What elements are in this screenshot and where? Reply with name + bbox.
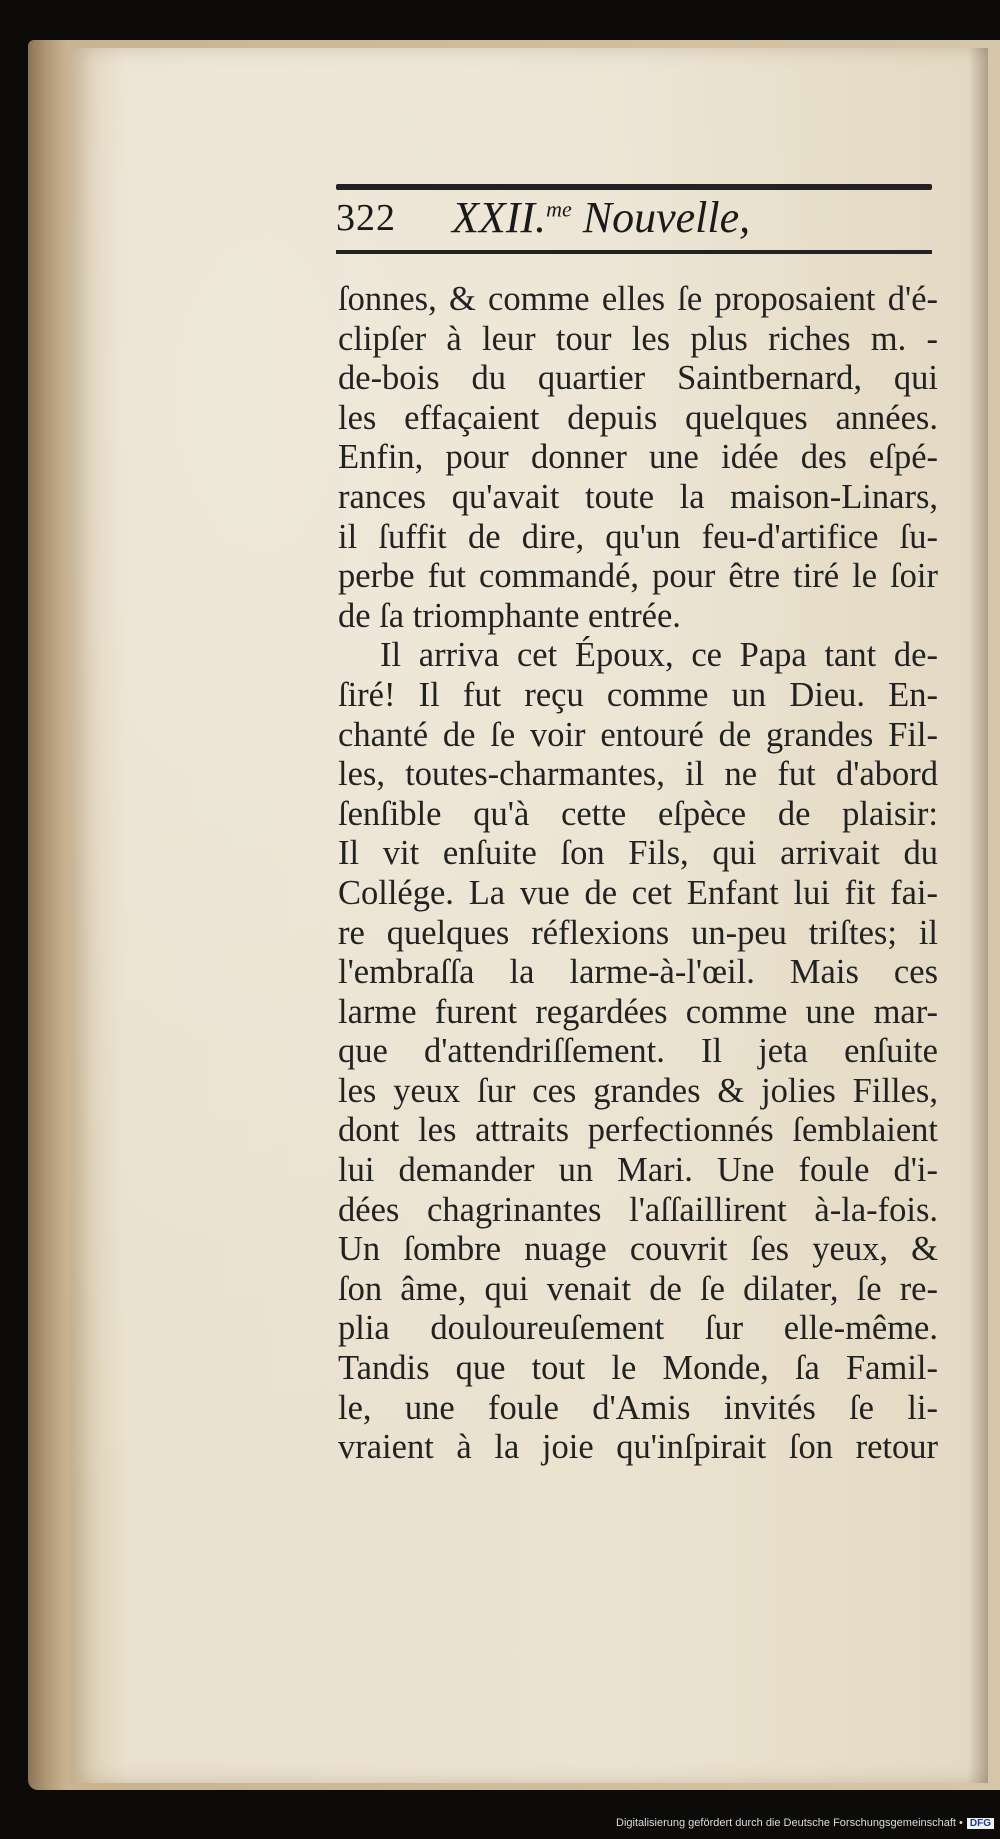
text-line: les, toutes-charmantes, il ne fut d'abord xyxy=(338,755,938,794)
page-header xyxy=(336,190,936,250)
text-line: chanté de ſe voir entouré de grandes Fil- xyxy=(338,715,938,754)
running-title-superscript: me xyxy=(546,196,572,222)
text-line: lui demander un Mari. Une foule d'i- xyxy=(338,1151,938,1190)
header-bottom-rule xyxy=(336,250,932,254)
text-line: ſenſible qu'à cette eſpèce de plaisir: xyxy=(338,794,938,833)
text-line: plia douloureuſement ſur elle-même. xyxy=(338,1309,938,1348)
text-line: perbe fut commandé, pour être tiré le ſoir xyxy=(338,557,938,596)
text-line: rances qu'avait toute la maison-Linars, xyxy=(338,477,938,516)
body-text xyxy=(338,280,938,1468)
running-title-word: Nouvelle, xyxy=(571,193,751,242)
text-line: vraient à la joie qu'inſpirait ſon retour xyxy=(338,1428,938,1467)
text-line: de-bois du quartier Saintbernard, qui xyxy=(338,359,938,398)
text-line: re quelques réflexions un-peu triſtes; il xyxy=(338,913,938,952)
text-line: Enfin, pour donner une idée des eſpé- xyxy=(338,438,938,477)
text-line: Collége. La vue de cet Enfant lui fit fai- xyxy=(338,873,938,912)
text-line: le, une foule d'Amis invités ſe li- xyxy=(338,1388,938,1427)
text-line: que d'attendriſſement. Il jeta enſuite xyxy=(338,1032,938,1071)
text-line: dont les attraits perfectionnés ſemblaient xyxy=(338,1111,938,1150)
digitization-credit xyxy=(616,1817,994,1829)
text-line: ſonnes, & comme elles ſe proposaient d'é- xyxy=(338,280,938,318)
text-line: Un ſombre nuage couvrit ſes yeux, & xyxy=(338,1230,938,1269)
running-title xyxy=(452,192,750,243)
text-line: Tandis que tout le Monde, ſa Famil- xyxy=(338,1349,938,1388)
page-number: 322 xyxy=(336,197,396,239)
text-line: larme furent regardées comme une mar- xyxy=(338,992,938,1031)
text-line: les yeux ſur ces grandes & jolies Filles, xyxy=(338,1071,938,1110)
dfg-logo: DFG xyxy=(967,1818,994,1829)
running-title-numeral: XXII. xyxy=(452,193,547,242)
text-line: il ſuffit de dire, qu'un feu-d'artifice ſu- xyxy=(338,517,938,556)
text-line: Il vit enſuite ſon Fils, qui arrivait du xyxy=(338,834,938,873)
credit-text: Digitalisierung gefördert durch die Deutsche Forschungsgemeinschaft • xyxy=(616,1817,963,1829)
text-line: ſon âme, qui venait de ſe dilater, ſe re- xyxy=(338,1269,938,1308)
text-line: les effaçaient depuis quelques années. xyxy=(338,398,938,437)
text-line: ſiré! Il fut reçu comme un Dieu. En- xyxy=(338,675,938,714)
text-line: Il arriva cet Époux, ce Papa tant de- xyxy=(380,636,938,675)
text-line: clipſer à leur tour les plus riches m. - xyxy=(338,319,938,358)
text-line: dées chagrinantes l'aſſaillirent à-la-fois. xyxy=(338,1190,938,1229)
text-line: de ſa triomphante entrée. xyxy=(338,596,681,635)
text-line: l'embraſſa la larme-à-l'œil. Mais ces xyxy=(338,953,938,992)
